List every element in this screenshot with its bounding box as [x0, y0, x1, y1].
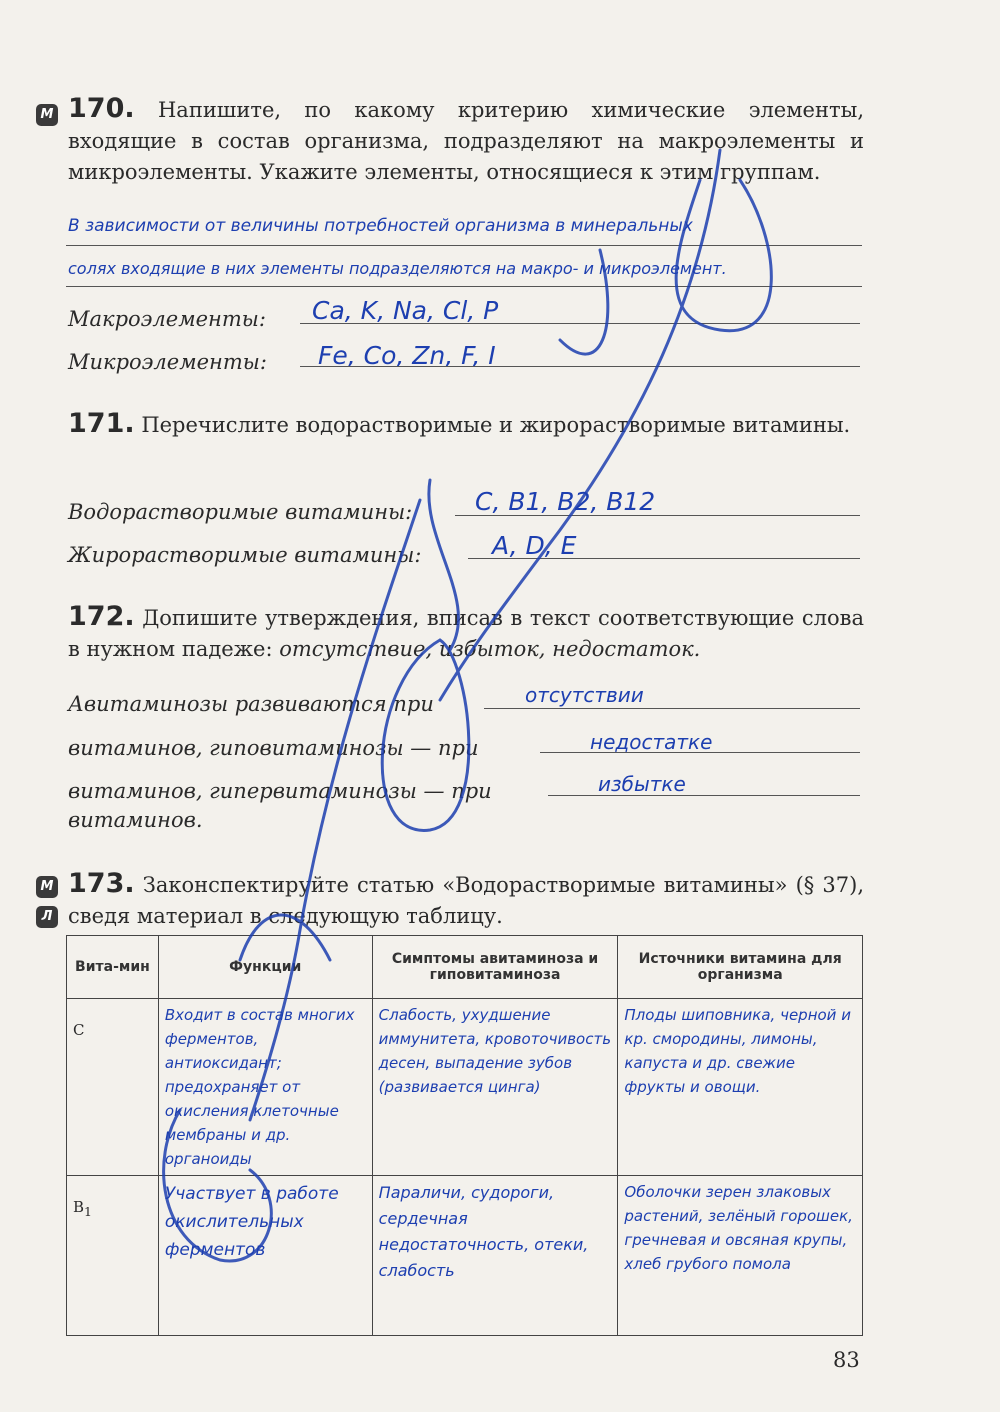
answer-rule: [300, 323, 860, 324]
m-badge: М: [36, 104, 58, 126]
answer-rule: [540, 752, 860, 753]
header-vitamin: Вита-мин: [67, 936, 159, 999]
q172-block: [68, 601, 864, 665]
functions-cell: Участвует в работе окислительных ферментов: [158, 1176, 372, 1336]
header-symptoms: Симптомы авитаминоза и гиповитаминоза: [372, 936, 618, 999]
symptoms-cell: Слабость, ухудшение иммунитета, кровоточивость десен, выпадение зубов (развивается цинга): [372, 999, 618, 1176]
vitamin-cell: $B_1$: [67, 1176, 159, 1336]
table-row: [67, 999, 863, 1176]
q172-line3: витаминов, гипервитаминозы — при: [68, 779, 492, 803]
macro-answer: Ca, K, Na, Cl, P: [312, 296, 499, 325]
q172-words: отсутствие, избыток, недостаток.: [279, 637, 701, 661]
q172-answer1: отсутствии: [525, 683, 644, 707]
answer-rule: [66, 245, 862, 246]
q171-block: [68, 408, 864, 441]
l-badge: Л: [36, 906, 58, 928]
water-soluble-label: Водорастворимые витамины:: [68, 500, 413, 524]
q171-text: 171. Перечислите водорастворимые и жирорастворимые витамины.: [68, 408, 851, 439]
q173-number: 173.: [68, 868, 135, 899]
macro-label: Макроэлементы:: [68, 307, 266, 331]
sources-cell: Оболочки зерен злаковых растений, зелёный горошек, гречневая и овсяная крупы, хлеб грубого помола: [618, 1176, 863, 1336]
micro-label: Микроэлементы:: [68, 350, 267, 374]
answer-rule: [468, 558, 860, 559]
table-row: [67, 1176, 863, 1336]
q172-answer3: избытке: [598, 772, 686, 796]
table-header-row: [67, 936, 863, 999]
q170-text: 170. Напишите, по какому критерию химические элементы, входящие в состав организма, подразделяют на макроэлементы и микроэлементы. Укажите элементы, относящиеся к этим группам.: [68, 93, 864, 184]
fat-soluble-answer: A, D, E: [492, 531, 577, 560]
q172-answer2: недостатке: [590, 730, 713, 754]
q172-line2: витаминов, гиповитаминозы — при: [68, 736, 479, 760]
q170-number: 170.: [68, 93, 135, 124]
answer-rule: [300, 366, 860, 367]
fat-soluble-label: Жирорастворимые витамины:: [68, 543, 422, 567]
answer-rule: [548, 795, 860, 796]
m-badge: М: [36, 876, 58, 898]
q170-answer-line1: В зависимости от величины потребностей организма в минеральных: [68, 216, 693, 236]
q171-number: 171.: [68, 408, 135, 439]
vitamin-subscript: 1: [84, 1204, 92, 1219]
symptoms-cell: Параличи, судороги, сердечная недостаточность, отеки, слабость: [372, 1176, 618, 1336]
sources-cell: Плоды шиповника, черной и кр. смородины, лимоны, капуста и др. свежие фрукты и овощи.: [618, 999, 863, 1176]
answer-rule: [66, 286, 862, 287]
q170-answer-line2: солях входящие в них элементы подразделяются на макро- и микроэлемент.: [68, 259, 727, 278]
water-soluble-answer: C, B1, B2, B12: [475, 487, 656, 516]
q172-text: 172. Допишите утверждения, вписав в текст соответствующие слова в нужном падеже: отсутствие, избыток, недостаток.: [68, 601, 864, 661]
vitamin-cell: C: [67, 999, 159, 1176]
micro-answer: Fe, Co, Zn, F, I: [318, 341, 496, 370]
header-sources: Источники витамина для организма: [618, 936, 863, 999]
functions-cell: Входит в состав многих ферментов, антиоксидант; предохраняет от окисления клеточные мембраны и др. органоиды: [158, 999, 372, 1176]
q172-line4: витаминов.: [68, 808, 203, 832]
scribble-stroke: [676, 180, 771, 331]
q173-text: 173. Законспектируйте статью «Водорастворимые витамины» (§ 37), сведя материал в следующую таблицу.: [68, 868, 864, 928]
vitamins-table: [66, 935, 863, 1336]
page-number: 83: [833, 1348, 860, 1372]
answer-rule: [455, 515, 860, 516]
header-functions: Функции: [158, 936, 372, 999]
answer-rule: [484, 708, 860, 709]
q172-number: 172.: [68, 601, 135, 632]
q170-block: [68, 93, 864, 188]
q172-line1: Авитаминозы развиваются при: [68, 692, 434, 716]
q173-block: [68, 868, 864, 932]
